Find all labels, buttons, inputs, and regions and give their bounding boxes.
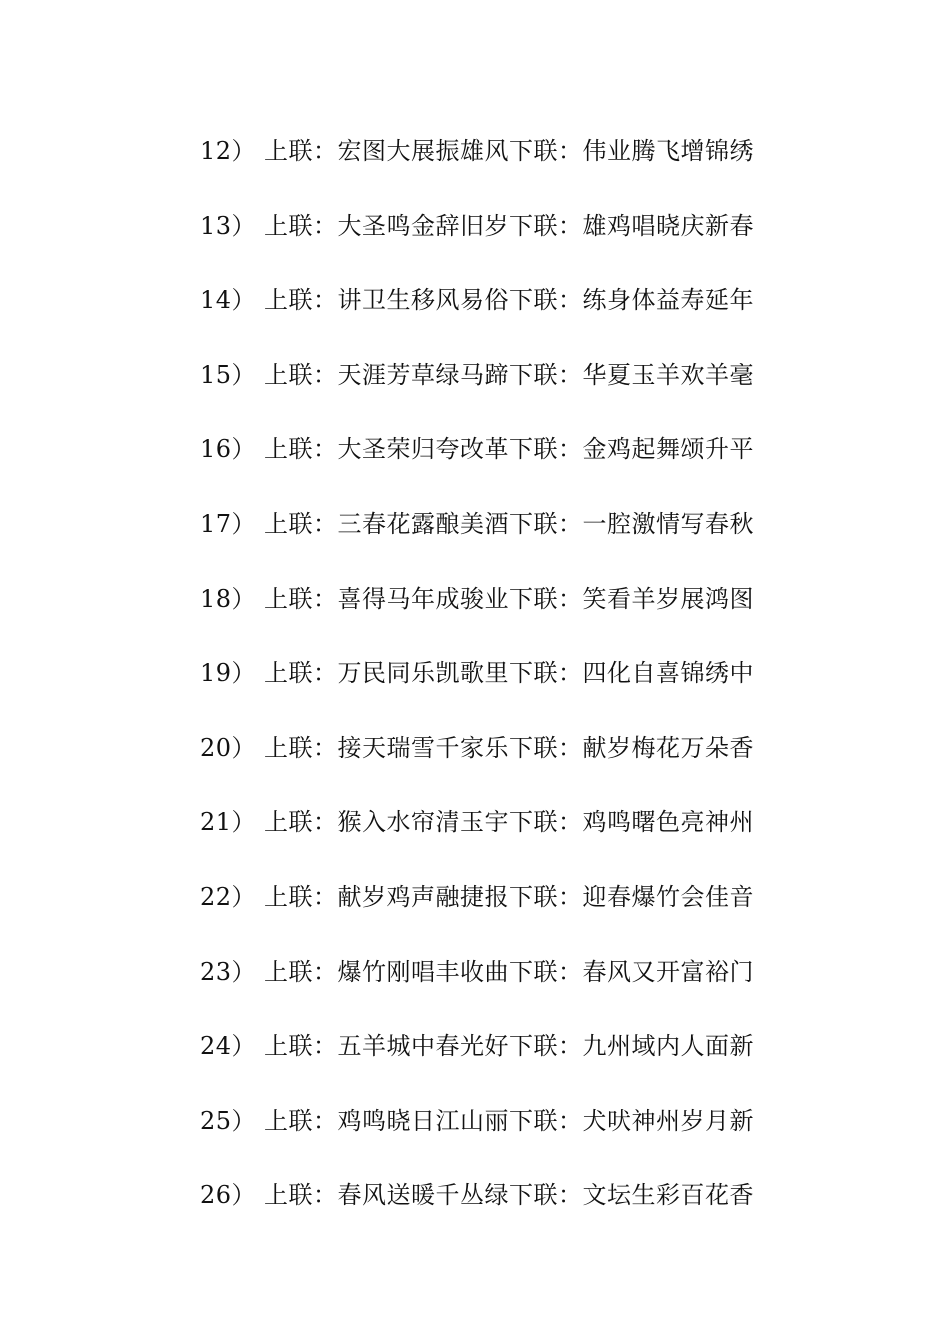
upper-label: 上联： bbox=[264, 808, 338, 837]
lower-label: 下联： bbox=[509, 509, 583, 538]
upper-label: 上联： bbox=[264, 211, 338, 240]
couplet-number: 17） bbox=[200, 509, 257, 538]
upper-couplet: 春风送暖千丛绿 bbox=[337, 1181, 509, 1210]
couplet-line bbox=[200, 208, 800, 283]
lower-couplet: 金鸡起舞颂升平 bbox=[582, 435, 754, 464]
upper-couplet: 接天瑞雪千家乐 bbox=[337, 733, 509, 762]
upper-couplet: 五羊城中春光好 bbox=[337, 1032, 509, 1061]
lower-couplet: 四化自喜锦绣中 bbox=[582, 659, 754, 688]
upper-label: 上联： bbox=[264, 659, 338, 688]
couplet-line bbox=[200, 431, 800, 506]
couplet-line bbox=[200, 581, 800, 656]
lower-couplet: 练身体益寿延年 bbox=[582, 286, 754, 315]
couplet-number: 15） bbox=[200, 360, 257, 389]
upper-couplet: 讲卫生移风易俗 bbox=[337, 286, 509, 315]
lower-label: 下联： bbox=[509, 360, 583, 389]
couplet-number: 19） bbox=[200, 659, 257, 688]
upper-label: 上联： bbox=[264, 1181, 338, 1210]
couplet-number: 13） bbox=[200, 211, 257, 240]
upper-couplet: 三春花露酿美酒 bbox=[337, 509, 509, 538]
lower-couplet: 雄鸡唱晓庆新春 bbox=[582, 211, 754, 240]
upper-label: 上联： bbox=[264, 882, 338, 911]
couplet-number: 20） bbox=[200, 733, 257, 762]
lower-couplet: 献岁梅花万朵香 bbox=[582, 733, 754, 762]
upper-label: 上联： bbox=[264, 509, 338, 538]
couplet-line bbox=[200, 1103, 800, 1178]
lower-couplet: 文坛生彩百花香 bbox=[582, 1181, 754, 1210]
couplet-line bbox=[200, 282, 800, 357]
couplet-line bbox=[200, 879, 800, 954]
upper-couplet: 鸡鸣晓日江山丽 bbox=[337, 1106, 509, 1135]
couplet-line bbox=[200, 730, 800, 805]
upper-label: 上联： bbox=[264, 360, 338, 389]
couplet-line bbox=[200, 954, 800, 1029]
upper-couplet: 万民同乐凯歌里 bbox=[337, 659, 509, 688]
upper-label: 上联： bbox=[264, 435, 338, 464]
lower-label: 下联： bbox=[509, 211, 583, 240]
lower-label: 下联： bbox=[509, 1181, 583, 1210]
couplet-line bbox=[200, 133, 800, 208]
lower-couplet: 华夏玉羊欢羊毫 bbox=[582, 360, 754, 389]
upper-couplet: 天涯芳草绿马蹄 bbox=[337, 360, 509, 389]
couplet-number: 16） bbox=[200, 435, 257, 464]
upper-label: 上联： bbox=[264, 733, 338, 762]
couplet-number: 18） bbox=[200, 584, 257, 613]
upper-couplet: 猴入水帘清玉宇 bbox=[337, 808, 509, 837]
lower-label: 下联： bbox=[509, 286, 583, 315]
lower-label: 下联： bbox=[509, 1032, 583, 1061]
lower-couplet: 迎春爆竹会佳音 bbox=[582, 882, 754, 911]
upper-label: 上联： bbox=[264, 137, 338, 165]
lower-label: 下联： bbox=[509, 659, 583, 688]
upper-couplet: 爆竹刚唱丰收曲 bbox=[337, 957, 509, 986]
couplet-number: 23） bbox=[200, 957, 257, 986]
upper-couplet: 喜得马年成骏业 bbox=[337, 584, 509, 613]
lower-label: 下联： bbox=[509, 957, 583, 986]
upper-couplet: 大圣鸣金辞旧岁 bbox=[337, 211, 509, 240]
lower-label: 下联： bbox=[509, 1106, 583, 1135]
couplet-line bbox=[200, 804, 800, 879]
lower-couplet: 九州域内人面新 bbox=[582, 1032, 754, 1061]
couplet-number: 22） bbox=[200, 882, 257, 911]
couplet-line bbox=[200, 357, 800, 432]
lower-label: 下联： bbox=[509, 137, 583, 165]
lower-couplet: 笑看羊岁展鸿图 bbox=[582, 584, 754, 613]
couplet-number: 24） bbox=[200, 1032, 257, 1061]
upper-label: 上联： bbox=[264, 584, 338, 613]
couplet-number: 12） bbox=[200, 137, 257, 165]
couplet-number: 25） bbox=[200, 1106, 257, 1135]
lower-label: 下联： bbox=[509, 882, 583, 911]
couplet-list bbox=[200, 133, 800, 1252]
lower-label: 下联： bbox=[509, 435, 583, 464]
lower-couplet: 一腔激情写春秋 bbox=[582, 509, 754, 538]
upper-couplet: 宏图大展振雄风 bbox=[337, 137, 509, 165]
couplet-line bbox=[200, 655, 800, 730]
lower-label: 下联： bbox=[509, 808, 583, 837]
upper-couplet: 献岁鸡声融捷报 bbox=[337, 882, 509, 911]
couplet-line bbox=[200, 506, 800, 581]
couplet-number: 21） bbox=[200, 808, 257, 837]
upper-label: 上联： bbox=[264, 1032, 338, 1061]
couplet-number: 14） bbox=[200, 286, 257, 315]
lower-label: 下联： bbox=[509, 584, 583, 613]
lower-couplet: 春风又开富裕门 bbox=[582, 957, 754, 986]
upper-couplet: 大圣荣归夸改革 bbox=[337, 435, 509, 464]
upper-label: 上联： bbox=[264, 957, 338, 986]
couplet-line bbox=[200, 1028, 800, 1103]
lower-couplet: 鸡鸣曙色亮神州 bbox=[582, 808, 754, 837]
lower-label: 下联： bbox=[509, 733, 583, 762]
upper-label: 上联： bbox=[264, 286, 338, 315]
upper-label: 上联： bbox=[264, 1106, 338, 1135]
couplet-number: 26） bbox=[200, 1181, 257, 1210]
lower-couplet: 犬吠神州岁月新 bbox=[582, 1106, 754, 1135]
couplet-line bbox=[200, 1177, 800, 1252]
lower-couplet: 伟业腾飞增锦绣 bbox=[582, 137, 754, 165]
